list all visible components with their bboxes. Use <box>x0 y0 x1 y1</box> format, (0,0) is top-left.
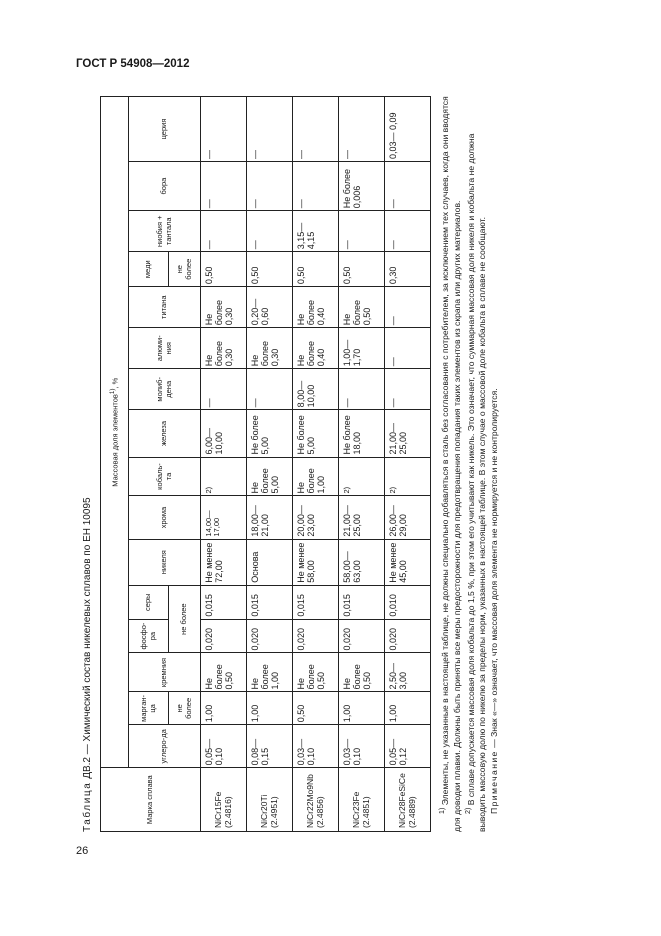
header-titanium: титана <box>129 287 201 328</box>
manganese-cell: 1,00 <box>201 692 247 725</box>
header-sulfur: серы <box>129 585 169 619</box>
silicon-cell: Не более 0,50 <box>293 653 339 692</box>
cerium-cell: — <box>247 97 293 162</box>
titanium-cell: — <box>385 287 431 328</box>
manganese-cell: 1,00 <box>247 692 293 725</box>
header-chromium: хрома <box>129 496 201 539</box>
chromium-cell: 20,00— 23,00 <box>293 496 339 539</box>
chromium-cell: 21,00— 25,00 <box>339 496 385 539</box>
copper-cell: 0,50 <box>247 252 293 287</box>
aluminium-cell: 1,00— 1,70 <box>339 328 385 369</box>
table-row <box>385 97 431 832</box>
iron-cell: Не более 5,00 <box>247 410 293 457</box>
header-nickel: никеля <box>129 539 201 585</box>
niobium-tantalum-cell: — <box>385 211 431 252</box>
carbon-cell: 0,03— 0,10 <box>293 725 339 768</box>
caption-text: ДВ.2 — Химический состав никелевых сплавов по ЕН 10095 <box>82 497 93 782</box>
cerium-cell: 0,03— 0,09 <box>385 97 431 162</box>
phosphorus-cell: 0,020 <box>339 619 385 653</box>
header-boron: бора <box>129 161 201 210</box>
phosphorus-cell: 0,020 <box>385 619 431 653</box>
caption-label: Таблица <box>82 781 93 832</box>
molybdenum-cell: — <box>339 369 385 410</box>
molybdenum-cell: 8,00— 10,00 <box>293 369 339 410</box>
manganese-cell: 0,50 <box>293 692 339 725</box>
iron-cell: Не более 18,00 <box>339 410 385 457</box>
cobalt-cell: 2) <box>339 457 385 496</box>
manganese-cell: 1,00 <box>339 692 385 725</box>
page-number: 26 <box>76 845 89 857</box>
iron-cell: 6,00— 10,00 <box>201 410 247 457</box>
sulfur-cell: 0,015 <box>247 585 293 619</box>
header-carbon: углеро-да <box>129 725 201 768</box>
header-manganese: марган-ца <box>129 692 169 725</box>
rotated-table-block <box>82 96 582 832</box>
carbon-cell: 0,03— 0,10 <box>339 725 385 768</box>
aluminium-cell: Не более 0,40 <box>293 328 339 369</box>
niobium-tantalum-cell: — <box>201 211 247 252</box>
silicon-cell: 2,50— 3,00 <box>385 653 431 692</box>
copper-cell: 0,50 <box>293 252 339 287</box>
aluminium-cell: Не более 0,30 <box>247 328 293 369</box>
phosphorus-cell: 0,020 <box>201 619 247 653</box>
cerium-cell: — <box>201 97 247 162</box>
sulfur-cell: 0,015 <box>201 585 247 619</box>
nickel-cell: 58,00— 63,00 <box>339 539 385 585</box>
nickel-cell: Основа <box>247 539 293 585</box>
footnote-2: $^{2)}$ В сплаве допускается массовая доля кобальта до 1,5 %, при этом его учитывают как никель. Это означает, что суммарная массовая доля никеля и кобальта не должна выводить массовую долю по никелю за пределы норм, указанных в настоящей таблице. В этом случае о массовой доле кобальта в сплаве не сообщают. <box>463 133 488 832</box>
table-row <box>293 97 339 832</box>
niobium-tantalum-cell: 3,15— 4,15 <box>293 211 339 252</box>
cobalt-cell: Не более 5,00 <box>247 457 293 496</box>
niobium-tantalum-cell: — <box>339 211 385 252</box>
cobalt-cell: Не более 1,00 <box>293 457 339 496</box>
molybdenum-cell: — <box>247 369 293 410</box>
sulfur-cell: 0,010 <box>385 585 431 619</box>
grade-cell: NiCr23Fe (2.4851) <box>339 768 385 832</box>
molybdenum-cell: — <box>385 369 431 410</box>
header-grade: Марка сплава <box>101 768 201 832</box>
nickel-cell: Не менее 58,00 <box>293 539 339 585</box>
silicon-cell: Не более 0,50 <box>201 653 247 692</box>
molybdenum-cell: — <box>201 369 247 410</box>
header-cerium: церия <box>129 97 201 162</box>
header-cobalt: кобаль-та <box>129 457 201 496</box>
cerium-cell: — <box>339 97 385 162</box>
titanium-cell: 0,20— 0,60 <box>247 287 293 328</box>
header-phosphorus: фосфо-ра <box>129 619 169 653</box>
titanium-cell: Не более 0,40 <box>293 287 339 328</box>
table-row <box>339 97 385 832</box>
grade-cell: NiCr20Ti (2.4951) <box>247 768 293 832</box>
table-caption <box>82 96 98 832</box>
header-copper: меди <box>129 252 169 287</box>
carbon-cell: 0,08— 0,15 <box>247 725 293 768</box>
grade-cell: NiCr28FeSiCe (2.4889) <box>385 768 431 832</box>
aluminium-cell: — <box>385 328 431 369</box>
copper-cell: 0,50 <box>201 252 247 287</box>
cerium-cell: — <box>293 97 339 162</box>
iron-cell: Не более 5,00 <box>293 410 339 457</box>
boron-cell: — <box>385 161 431 210</box>
manganese-cell: 1,00 <box>385 692 431 725</box>
footnote-1: $^{1)}$ Элементы, не указанные в настоящей таблице, не должны специально добавляться в сталь без согласования с потребителем, за исключением тех случаев, когда они вводятся для доводки плавки. Должны быть приняты все меры предосторожности для предотвращения попадания таких элементов из скрапа или других материалов. <box>438 96 462 832</box>
titanium-cell: Не более 0,30 <box>201 287 247 328</box>
titanium-cell: Не более 0,50 <box>339 287 385 328</box>
phosphorus-cell: 0,020 <box>247 619 293 653</box>
header-cu-max: не более <box>169 252 201 287</box>
cobalt-cell: 2) <box>201 457 247 496</box>
grade-cell: NiCr22Mo9Nb (2.4856) <box>293 768 339 832</box>
header-aluminium: алюми-ния <box>129 328 201 369</box>
header-mass-fraction: Массовая доля элементов$^{1)}$, % <box>101 97 129 768</box>
chromium-cell: 26,00— 29,00 <box>385 496 431 539</box>
niobium-tantalum-cell: — <box>247 211 293 252</box>
chromium-cell: 18,00— 21,00 <box>247 496 293 539</box>
header-mn-max: не более <box>169 692 201 725</box>
table-notes <box>438 96 578 832</box>
phosphorus-cell: 0,020 <box>293 619 339 653</box>
boron-cell: — <box>201 161 247 210</box>
sulfur-cell: 0,015 <box>339 585 385 619</box>
nickel-cell: Не менее 45,00 <box>385 539 431 585</box>
iron-cell: 21,00— 25,00 <box>385 410 431 457</box>
table-row <box>247 97 293 832</box>
header-iron: железа <box>129 410 201 457</box>
header-molybdenum: молиб-дена <box>129 369 201 410</box>
copper-cell: 0,30 <box>385 252 431 287</box>
table-row <box>201 97 247 832</box>
nickel-cell: Не менее 72,00 <box>201 539 247 585</box>
copper-cell: 0,50 <box>339 252 385 287</box>
cobalt-cell: 2) <box>385 457 431 496</box>
header-silicon: кремния <box>129 653 201 692</box>
carbon-cell: 0,05— 0,12 <box>385 725 431 768</box>
aluminium-cell: Не более 0,30 <box>201 328 247 369</box>
chemical-composition-table <box>100 96 431 832</box>
silicon-cell: Не более 1,00 <box>247 653 293 692</box>
chromium-cell: 14,00— 17,00 <box>201 496 247 539</box>
boron-cell: — <box>293 161 339 210</box>
boron-cell: — <box>247 161 293 210</box>
table-note: Примечание — Знак «—» означает, что массовая доля элемента не нормируется и не контролируется. <box>489 388 500 814</box>
grade-cell: NiCr15Fe (2.4816) <box>201 768 247 832</box>
sulfur-cell: 0,015 <box>293 585 339 619</box>
carbon-cell: 0,05— 0,10 <box>201 725 247 768</box>
header-niobium-tantalum: ниобия + тантала <box>129 211 201 252</box>
silicon-cell: Не более 0,50 <box>339 653 385 692</box>
header-ps-max: не более <box>169 585 201 653</box>
boron-cell: Не более 0,006 <box>339 161 385 210</box>
document-header: ГОСТ Р 54908—2012 <box>76 58 190 70</box>
